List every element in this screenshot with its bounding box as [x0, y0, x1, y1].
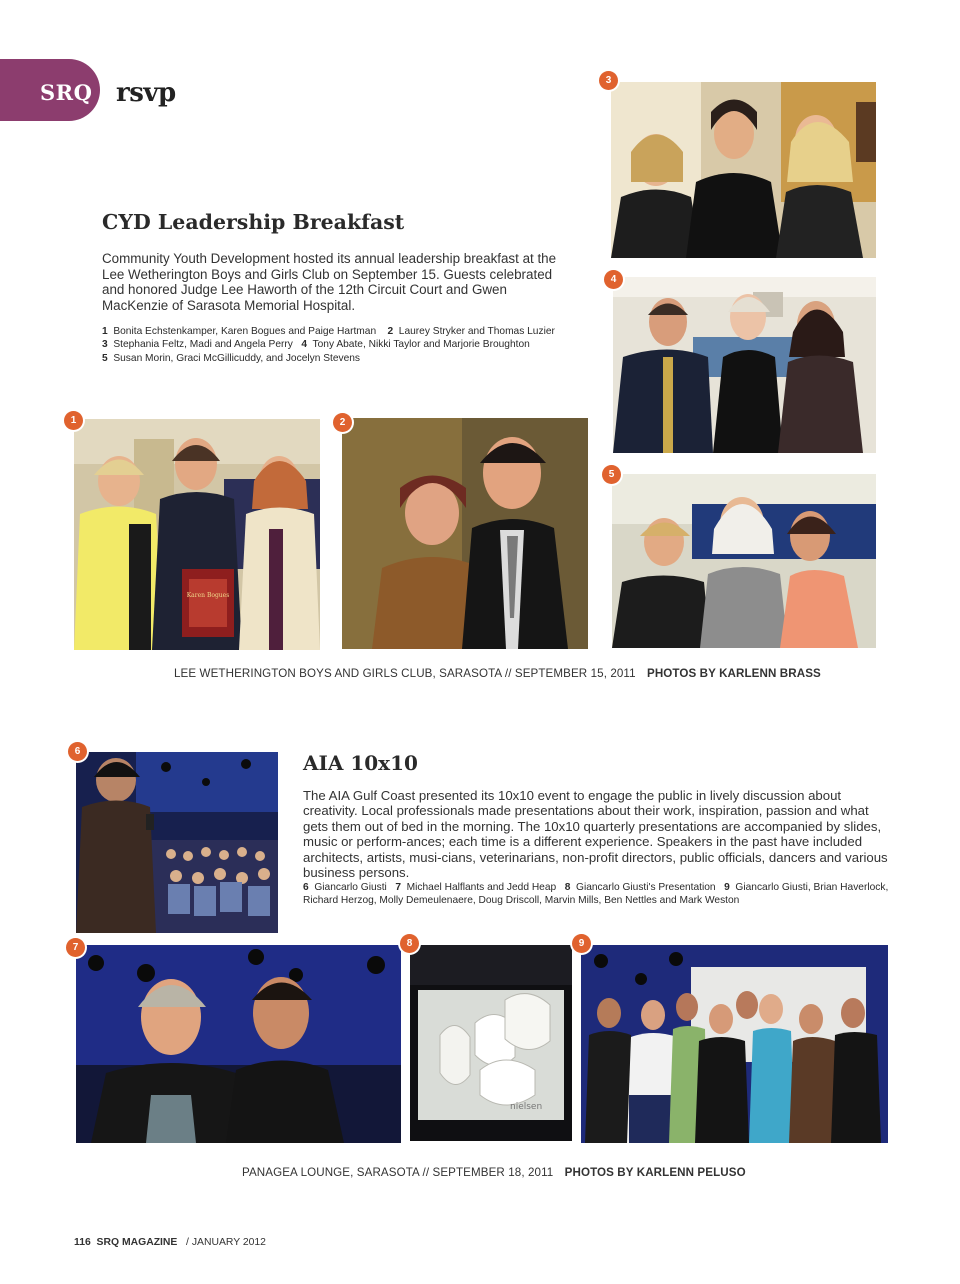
- caption-text: Stephania Feltz, Madi and Angela Perry: [113, 339, 293, 351]
- caption-text: Giancarlo Giusti, Brian Haverlock,: [735, 882, 889, 893]
- caption-line: [102, 352, 555, 365]
- photo-4: [613, 277, 876, 453]
- caption-text: Bonita Echstenkamper, Karen Bogues and Paige Hartman: [113, 326, 377, 337]
- photo-8: [410, 945, 572, 1141]
- story1-caption-list: [102, 325, 555, 365]
- photo-number-badge: 5: [602, 465, 621, 484]
- caption-line: [102, 325, 555, 338]
- magazine-name: SRQ MAGAZINE: [96, 1237, 178, 1248]
- photo-number-badge: 8: [400, 934, 419, 953]
- caption-number: 9: [724, 882, 730, 893]
- page-footer: [74, 1237, 266, 1248]
- caption-number: 7: [395, 882, 401, 893]
- photo-5: [612, 474, 876, 648]
- story2-credit-line: [242, 1166, 746, 1179]
- caption-line: [303, 894, 888, 907]
- photo-number-badge: 2: [333, 413, 352, 432]
- story1-title: CYD Leadership Breakfast: [102, 210, 405, 234]
- photo-number-badge: 9: [572, 934, 591, 953]
- photo-number-badge: 1: [64, 411, 83, 430]
- event-location-date: PANAGEA LOUNGE, SARASOTA // SEPTEMBER 18, 2011: [242, 1166, 554, 1179]
- photo-number-badge: 7: [66, 938, 85, 957]
- story1-body: Community Youth Development hosted its annual leadership breakfast at the Lee Wetherington Boys and Girls Club on September 15. Guests celebrated and honored Judge Lee Haworth of the 12th Circuit Court and Gwen MacKenzie of Sarasota Memorial Hospital.: [102, 251, 557, 313]
- brand-logo: SRQ: [40, 80, 93, 105]
- slide-text: nielsen: [510, 1102, 543, 1112]
- plaque-text: Karen Bogues: [186, 592, 230, 599]
- page-number: 116: [74, 1237, 91, 1248]
- photo-2: [342, 418, 588, 649]
- photo-credit: PHOTOS BY KARLENN BRASS: [647, 667, 821, 680]
- caption-text: Michael Halflants and Jedd Heap: [406, 882, 557, 893]
- caption-text: Susan Morin, Graci McGillicuddy, and Jocelyn Stevens: [113, 352, 361, 364]
- story2-title: AIA 10x10: [303, 751, 418, 775]
- photo-3: [611, 82, 876, 258]
- story1-credit-line: [174, 667, 821, 680]
- photo-1: [74, 419, 320, 650]
- photo-9: [581, 945, 888, 1143]
- caption-line: [303, 881, 888, 894]
- photo-credit: PHOTOS BY KARLENN PELUSO: [564, 1166, 746, 1179]
- caption-number: 8: [564, 882, 571, 893]
- caption-number: 6: [303, 882, 309, 893]
- photo-number-badge: 3: [599, 71, 618, 90]
- caption-text: Laurey Stryker and Thomas Luzier: [398, 326, 555, 337]
- section-label: rsvp: [116, 78, 176, 108]
- caption-number: 2: [387, 326, 394, 337]
- photo-6: [76, 752, 278, 933]
- photo-number-badge: 4: [604, 270, 623, 289]
- caption-number: 1: [102, 326, 108, 337]
- story2-caption-list: [303, 881, 888, 908]
- caption-number: 4: [301, 339, 308, 351]
- issue-date: / JANUARY 2012: [186, 1237, 266, 1248]
- photo-7: [76, 945, 401, 1143]
- caption-number: 3: [102, 339, 108, 351]
- caption-number: 5: [102, 352, 108, 364]
- story2-body: The AIA Gulf Coast presented its 10x10 event to engage the public in lively discussion about creativity. Local professionals made presentations about their work, inspiration, passion and what gets them out of bed in the morning. The 10x10 quarterly presentations are accompanied by slides, music or perform-ances; each time is a different experience. Speakers in the past have included architects, artists, musi-cians, veterinarians, non-profit directors, public officials, dancers and various business persons.: [303, 788, 888, 881]
- caption-text: Tony Abate, Nikki Taylor and Marjorie Broughton: [312, 339, 530, 351]
- caption-text: Richard Herzog, Molly Demeulenaere, Doug Driscoll, Marvin Mills, Ben Nettles and Mark Weston: [303, 895, 740, 907]
- caption-line: [102, 338, 555, 351]
- caption-text: Giancarlo Giusti's Presentation: [576, 882, 716, 893]
- event-location-date: LEE WETHERINGTON BOYS AND GIRLS CLUB, SARASOTA // SEPTEMBER 15, 2011: [174, 667, 636, 680]
- caption-text: Giancarlo Giusti: [314, 882, 387, 893]
- photo-number-badge: 6: [68, 742, 87, 761]
